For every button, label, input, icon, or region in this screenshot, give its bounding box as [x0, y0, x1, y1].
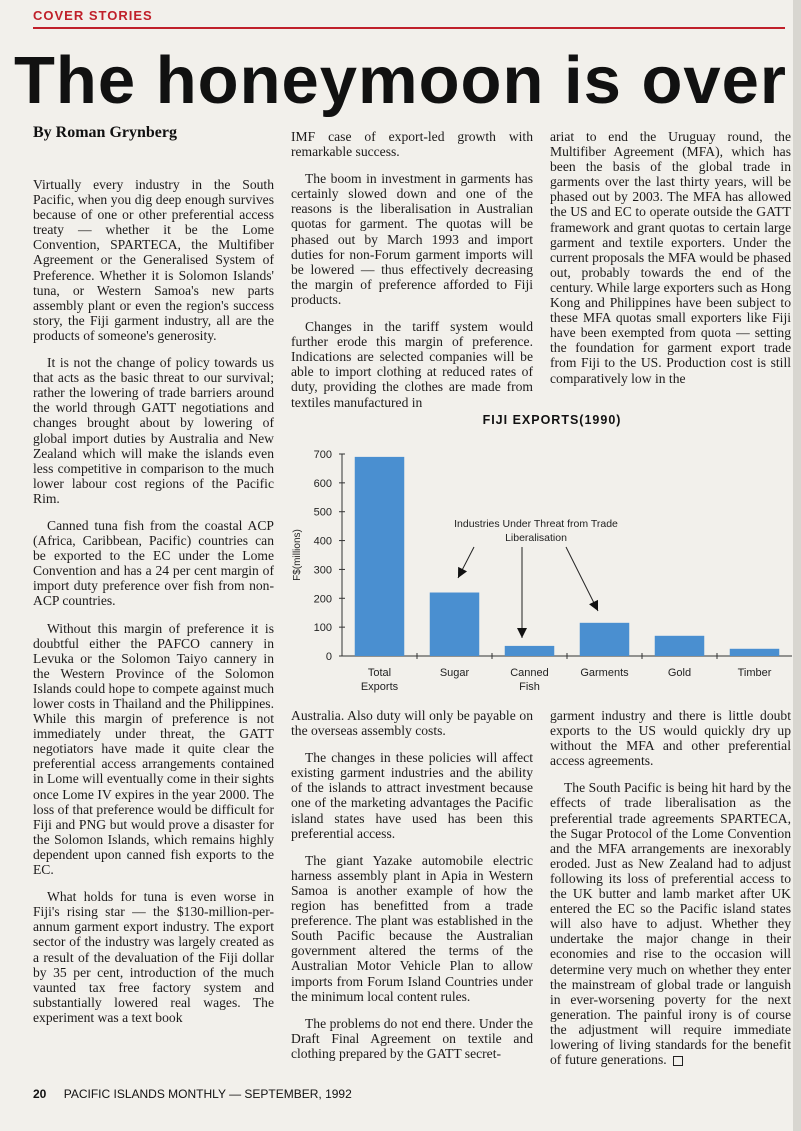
section-label: COVER STORIES — [33, 8, 153, 23]
x-tick-label: Canned — [510, 667, 549, 679]
column-2-top — [291, 129, 533, 422]
x-tick-label: Garments — [580, 667, 629, 679]
column-1 — [33, 177, 274, 1037]
paragraph: The changes in these policies will affect existing garment industries and the ability of the islands to attract investment because one of the marketing advantages the Pacific island states have used has been this preferential access. — [291, 750, 533, 841]
bar — [580, 623, 630, 656]
x-tick-label: Fish — [519, 681, 540, 693]
y-axis-label: F$(millions) — [292, 529, 303, 581]
annotation-text: Liberalisation — [505, 532, 567, 544]
chart-labels — [361, 667, 772, 693]
y-tick-label: 600 — [313, 477, 332, 490]
column-3-top — [550, 129, 791, 398]
x-tick-label: Timber — [737, 667, 772, 679]
paragraph: Without this margin of preference it is doubtful either the PAFCO cannery in Levuka or the Solomon Taiyo cannery in the Western Province of the Solomon Islands could hope to compete against much lower costs in Thailand and the Philippines. While this margin of preference is not immediately under threat, the GATT negotiators have made it quite clear the preferential access arrangements contained in Lome will eventually come in their sights once Lome IV expires in the year 2000. The loss of that preference would be difficult for Fiji and PNG but would prove a disaster for the Solomon Islands, which remains highly dependent upon canned fish exports to the EC. — [33, 620, 274, 878]
footer — [33, 1087, 352, 1101]
paragraph: ariat to end the Uruguay round, the Multifiber Agreement (MFA), which has been the basis of the global trade in garments over the last thirty years, will be phased out by 2003. The MFA has allowed the US and EC to operate outside the GATT framework and grant quotas to certain large garment and textile exporters. Under the current proposals the MFA would be phased out, probably towards the end of the century. While large exporters such as Hong Kong and Philippines have been subject to these MFA quotas small exporters like Fiji have been exempted from quota — setting the foundation for garment export trade from Fiji to the US. Production cost is still comparatively low in the — [550, 129, 791, 386]
paragraph — [550, 780, 791, 1067]
y-tick-label: 300 — [313, 564, 332, 577]
x-tick-label: Exports — [360, 681, 399, 693]
column-3-bottom — [550, 708, 791, 1079]
paragraph: garment industry and there is little doubt exports to the US would quickly dry up without the MFA and other preferential access agreements. — [550, 708, 791, 769]
chart-svg — [284, 406, 796, 702]
x-tick-label: Sugar — [439, 667, 470, 679]
paragraph-text: The South Pacific is being hit hard by the effects of trade liberalisation as the preferential trade agreements SPARTECA, the Sugar Protocol of the Lome Convention and the MFA arrangements are inexorably eroded. Just as New Zealand had to adjust following its loss of preferential access to the UK butter and lamb market after UK entered the EC so the Pacific island states will also have to adjust. Whether they undertake the major change in their economies and rise to the occasion will determine very much on whether they enter the mainstream of global trade or languish in ever-worsening poverty for the next generation. The painful irony is of course the adjustment will require immediate lowering of living standards for the benefit of future generations. — [550, 780, 791, 1068]
headline: The honeymoon is over — [13, 43, 788, 118]
y-tick-label: 700 — [313, 449, 332, 461]
chart-title: FIJI EXPORTS(1990) — [482, 413, 622, 427]
y-tick-label: 400 — [313, 535, 332, 548]
chart — [284, 406, 796, 702]
annotation-text: Industries Under Threat from Trade — [454, 518, 618, 530]
page-number: 20 — [33, 1087, 47, 1101]
paragraph: Canned tuna fish from the coastal ACP (Africa, Caribbean, Pacific) countries can be exported to the EC under the Lome Convention and has a 24 per cent margin of import duty preference over fish from non-ACP countries. — [33, 517, 274, 609]
bar — [505, 646, 555, 656]
y-tick-label: 200 — [313, 593, 332, 606]
bar — [355, 457, 405, 656]
paragraph: Changes in the tariff system would further erode this margin of preference. Indications are selected companies will be able to import clothing at reduced rates of duty, providing the clothes are made from textiles manufactured in — [291, 319, 533, 410]
bar — [655, 636, 705, 656]
x-tick-label: Total — [367, 667, 392, 679]
end-mark-icon — [673, 1056, 683, 1066]
paragraph: The boom in investment in garments has certainly slowed down and one of the reasons is the liberalisation in Australian quotas for garment. The quotas will be phased out by March 1993 and import duties for non-Forum garment imports will be lowered — thus effectively decreasing the margin of preference afforded to Fiji products. — [291, 171, 533, 307]
paragraph: What holds for tuna is even worse in Fiji's rising star — the $130-million-per-annum garment export industry. The export sector of the industry was largely created as a result of the devaluation of the Fiji dollar by 35 per cent, introduction of the much vaunted tax free factory system and substantially lowered real wages. The experiment was a text book — [33, 889, 274, 1025]
paragraph: It is not the change of policy towards us that acts as the basic threat to our survival; rather the lowering of trade barriers around the world through GATT negotiations and changes brought about by lowering of global import duties by Australia and New Zealand which will make the islands even less competitive in comparison to the much lower labour cost regions of the Pacific Rim. — [33, 355, 274, 506]
top-rule — [33, 27, 785, 29]
paragraph: The giant Yazake automobile electric harness assembly plant in Apia in Western Samoa is another example of how the region has benefitted from a trade preference. The plant was established in the South Pacific because the Australian government altered the terms of the Australian Motor Vehicle Plan to allow imports from Forum Island Countries under the minimum local content rules. — [291, 852, 533, 1004]
bar — [430, 593, 480, 656]
paragraph: Australia. Also duty will only be payable on the overseas assembly costs. — [291, 708, 533, 739]
paragraph: IMF case of export-led growth with remarkable success. — [291, 129, 533, 160]
bar — [730, 649, 780, 656]
column-2-bottom — [291, 708, 533, 1073]
y-tick-label: 500 — [313, 506, 332, 519]
y-tick-label: 0 — [325, 651, 332, 663]
annotation-arrow — [566, 547, 598, 611]
paragraph: Virtually every industry in the South Pacific, when you dig deep enough survives because of one or other preferential access treaty — whether it be the Lome Convention, SPARTECA, the Multifiber Agreement or the Generalised System of Preference. Whether it is Solomon Islands' tuna, or Western Samoa's new parts assembly plant or even the region's success story, the Fiji garment industry, all are the products of someone's generosity. — [33, 177, 274, 343]
arrowhead-icon — [517, 628, 527, 638]
footer-text: PACIFIC ISLANDS MONTHLY — SEPTEMBER, 1992 — [63, 1087, 352, 1101]
paragraph: The problems do not end there. Under the Draft Final Agreement on textile and clothing prepared by the GATT secret- — [291, 1015, 533, 1061]
y-tick-label: 100 — [313, 622, 332, 635]
x-tick-label: Gold — [667, 667, 692, 679]
byline: By Roman Grynberg — [33, 124, 177, 141]
chart-bars — [355, 457, 780, 656]
